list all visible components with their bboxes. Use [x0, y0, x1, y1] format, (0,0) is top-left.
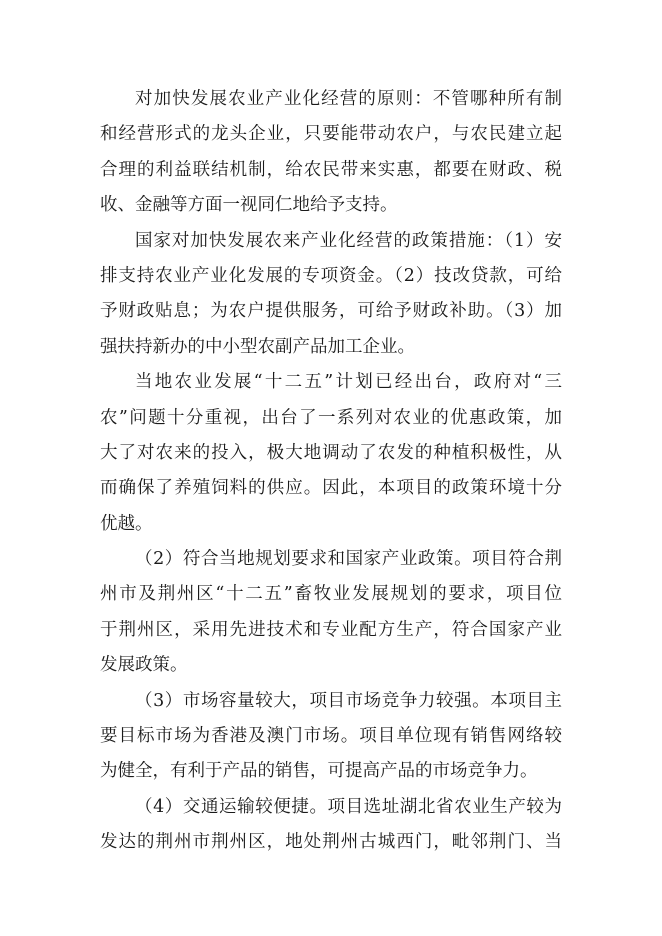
paragraph-local-plan [100, 365, 562, 542]
text-line: 发达的荆州市荆州区，地处荆州古城西门，毗邻荆门、当 [100, 832, 562, 853]
text-line: 当地农业发展“十二五”计划已经出台，政府对“三 [135, 372, 562, 393]
text-line: 国家对加快发展农来产业化经营的政策措施：（1）安 [135, 230, 562, 251]
text-line: 农”问题十分重视，出台了一系列对农业的优惠政策，加 [100, 407, 562, 428]
text-line: 大了对农来的投入，极大地调动了农发的种植积极性，从 [100, 442, 562, 463]
text-line: 于荆州区，采用先进技术和专业配方生产，符合国家产业 [100, 619, 562, 640]
text-line: 强扶持新办的中小型农副产品加工企业。 [100, 336, 415, 357]
text-line: 要目标市场为香港及澳门市场。项目单位现有销售网络较 [100, 726, 562, 747]
paragraph-market-capacity [100, 684, 562, 790]
paragraph-planning-compliance [100, 542, 562, 684]
text-line: 优越。 [100, 513, 153, 534]
paragraph-policy-measures [100, 224, 562, 366]
text-line: 合理的利益联结机制，给农民带来实惠，都要在财政、税 [100, 159, 562, 180]
document-body [100, 82, 562, 861]
text-line: （2）符合当地规划要求和国家产业政策。项目符合荆 [135, 549, 562, 570]
text-line: 和经营形式的龙头企业，只要能带动农户，与农民建立起 [100, 124, 562, 145]
text-line: 收、金融等方面一视同仁地给予支持。 [100, 195, 398, 216]
text-line: 为健全，有利于产品的销售，可提高产品的市场竞争力。 [100, 761, 538, 782]
text-line: 排支持农业产业化发展的专项资金。（2）技改贷款，可给 [100, 265, 562, 286]
text-line: （3）市场容量较大，项目市场竞争力较强。本项目主 [135, 690, 562, 711]
text-line: （4）交通运输较便捷。项目选址湖北省农业生产较为 [135, 796, 562, 817]
paragraph-transportation [100, 790, 562, 861]
text-line: 州市及荆州区“十二五”畜牧业发展规划的要求，项目位 [100, 584, 562, 605]
text-line: 而确保了养殖饲料的供应。因此，本项目的政策环境十分 [100, 478, 562, 499]
paragraph-principle [100, 82, 562, 224]
text-line: 发展政策。 [100, 655, 188, 676]
text-line: 予财政贴息；为农户提供服务，可给予财政补助。（3）加 [100, 301, 562, 322]
text-line: 对加快发展农业产业化经营的原则：不管哪种所有制 [135, 89, 562, 109]
